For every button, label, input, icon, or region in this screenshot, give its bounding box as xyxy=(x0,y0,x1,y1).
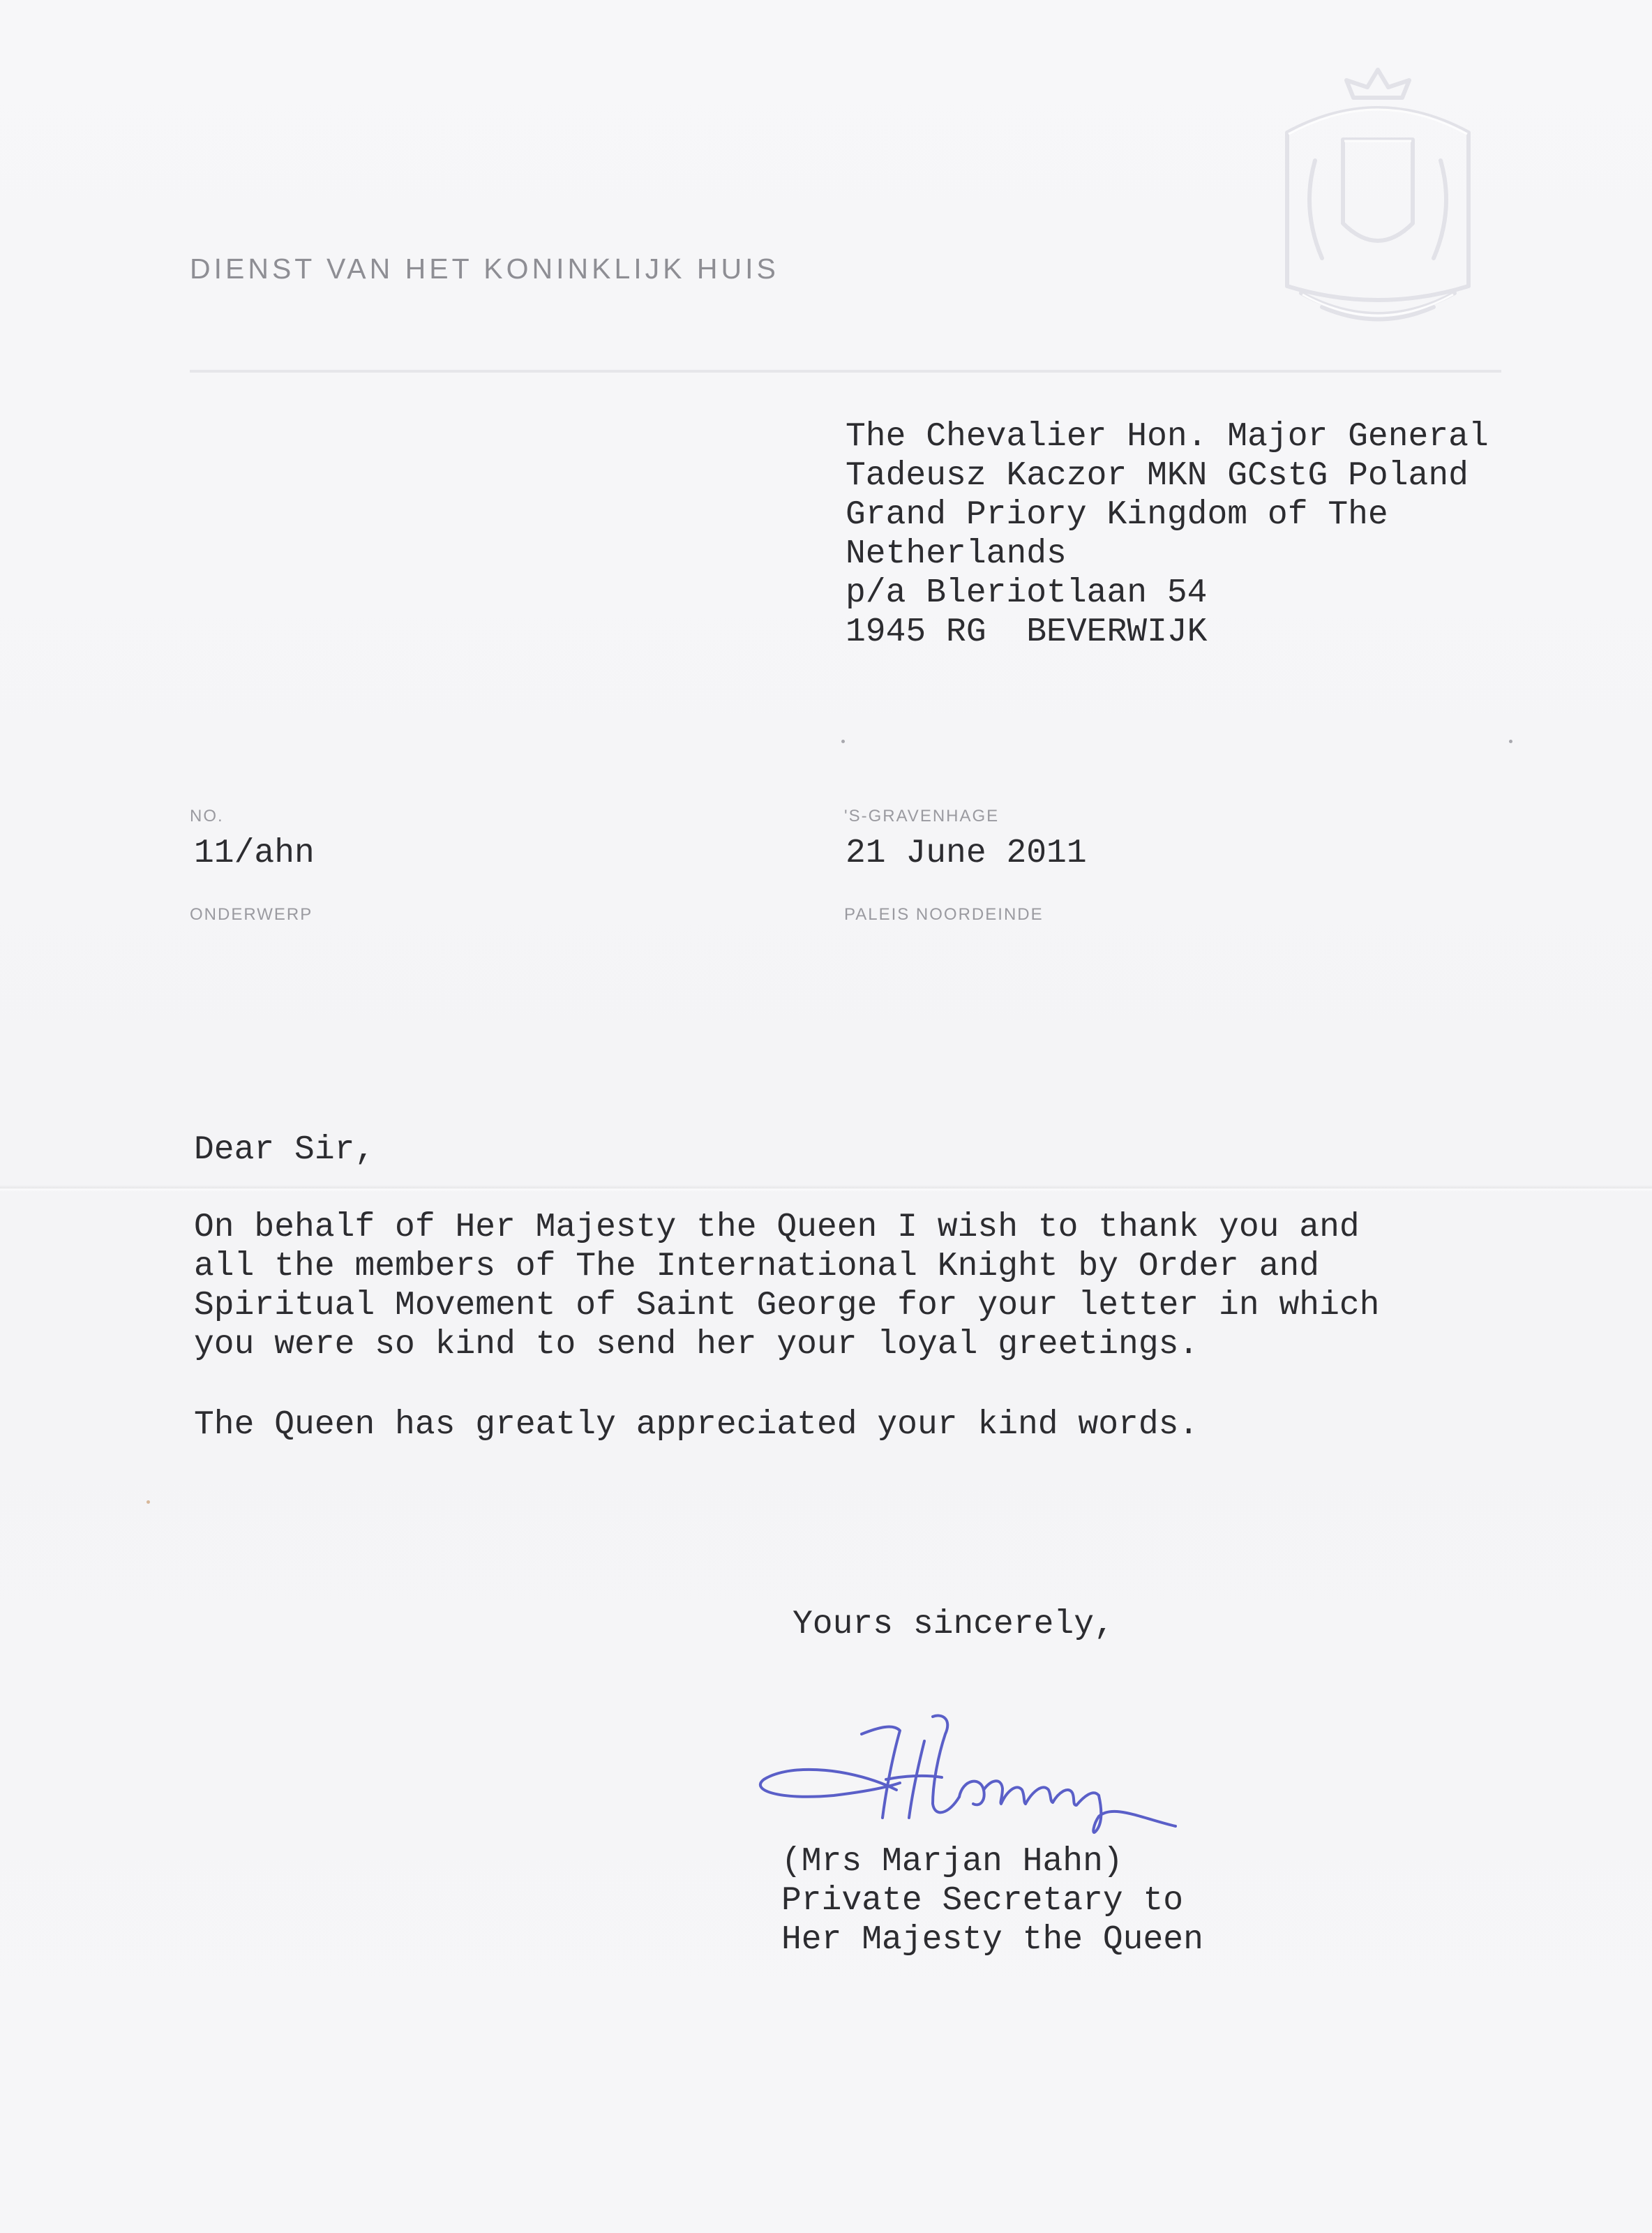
address-line: 1945 RG BEVERWIJK xyxy=(846,613,1208,651)
address-line: Netherlands xyxy=(846,535,1067,573)
letterhead-title: DIENST VAN HET KONINKLIJK HUIS xyxy=(190,253,779,285)
salutation: Dear Sir, xyxy=(194,1131,375,1169)
place-label: 'S-GRAVENHAGE xyxy=(844,807,1000,826)
palace-label: PALEIS NOORDEINDE xyxy=(844,905,1044,924)
body-paragraph-thanks: On behalf of Her Majesty the Queen I wish to thank you and all the members of The International Knight by Order and Spiritual Movement of Saint George for your letter in which you were so kind to send her your loyal greetings. xyxy=(194,1209,1380,1364)
subject-label: ONDERWERP xyxy=(190,905,313,924)
reference-number-value: 11/ahn xyxy=(194,835,315,872)
reference-number-label: NO. xyxy=(190,807,224,826)
signatory-title: Private Secretary to xyxy=(781,1882,1184,1920)
letterhead-divider xyxy=(190,370,1501,373)
body-paragraph-appreciation: The Queen has greatly appreciated your kind words. xyxy=(194,1406,1199,1444)
letter-date: 21 June 2011 xyxy=(846,835,1087,872)
paper-speck xyxy=(841,740,845,743)
address-line: The Chevalier Hon. Major General xyxy=(846,418,1489,456)
paper-fold-line xyxy=(0,1185,1652,1192)
signatory-name: (Mrs Marjan Hahn) xyxy=(781,1843,1123,1881)
recipient-address xyxy=(846,417,1489,652)
address-line: p/a Bleriotlaan 54 xyxy=(846,574,1208,612)
address-line: Grand Priory Kingdom of The xyxy=(846,496,1388,534)
signatory-block xyxy=(781,1842,1203,1959)
valediction: Yours sincerely, xyxy=(793,1606,1114,1643)
paper-speck xyxy=(1509,740,1512,743)
royal-coat-of-arms-emboss-icon xyxy=(1238,56,1517,349)
paper-speck xyxy=(147,1500,150,1504)
signatory-title: Her Majesty the Queen xyxy=(781,1921,1203,1959)
address-line: Tadeusz Kaczor MKN GCstG Poland xyxy=(846,457,1469,495)
handwritten-signature-icon xyxy=(750,1713,1182,1835)
